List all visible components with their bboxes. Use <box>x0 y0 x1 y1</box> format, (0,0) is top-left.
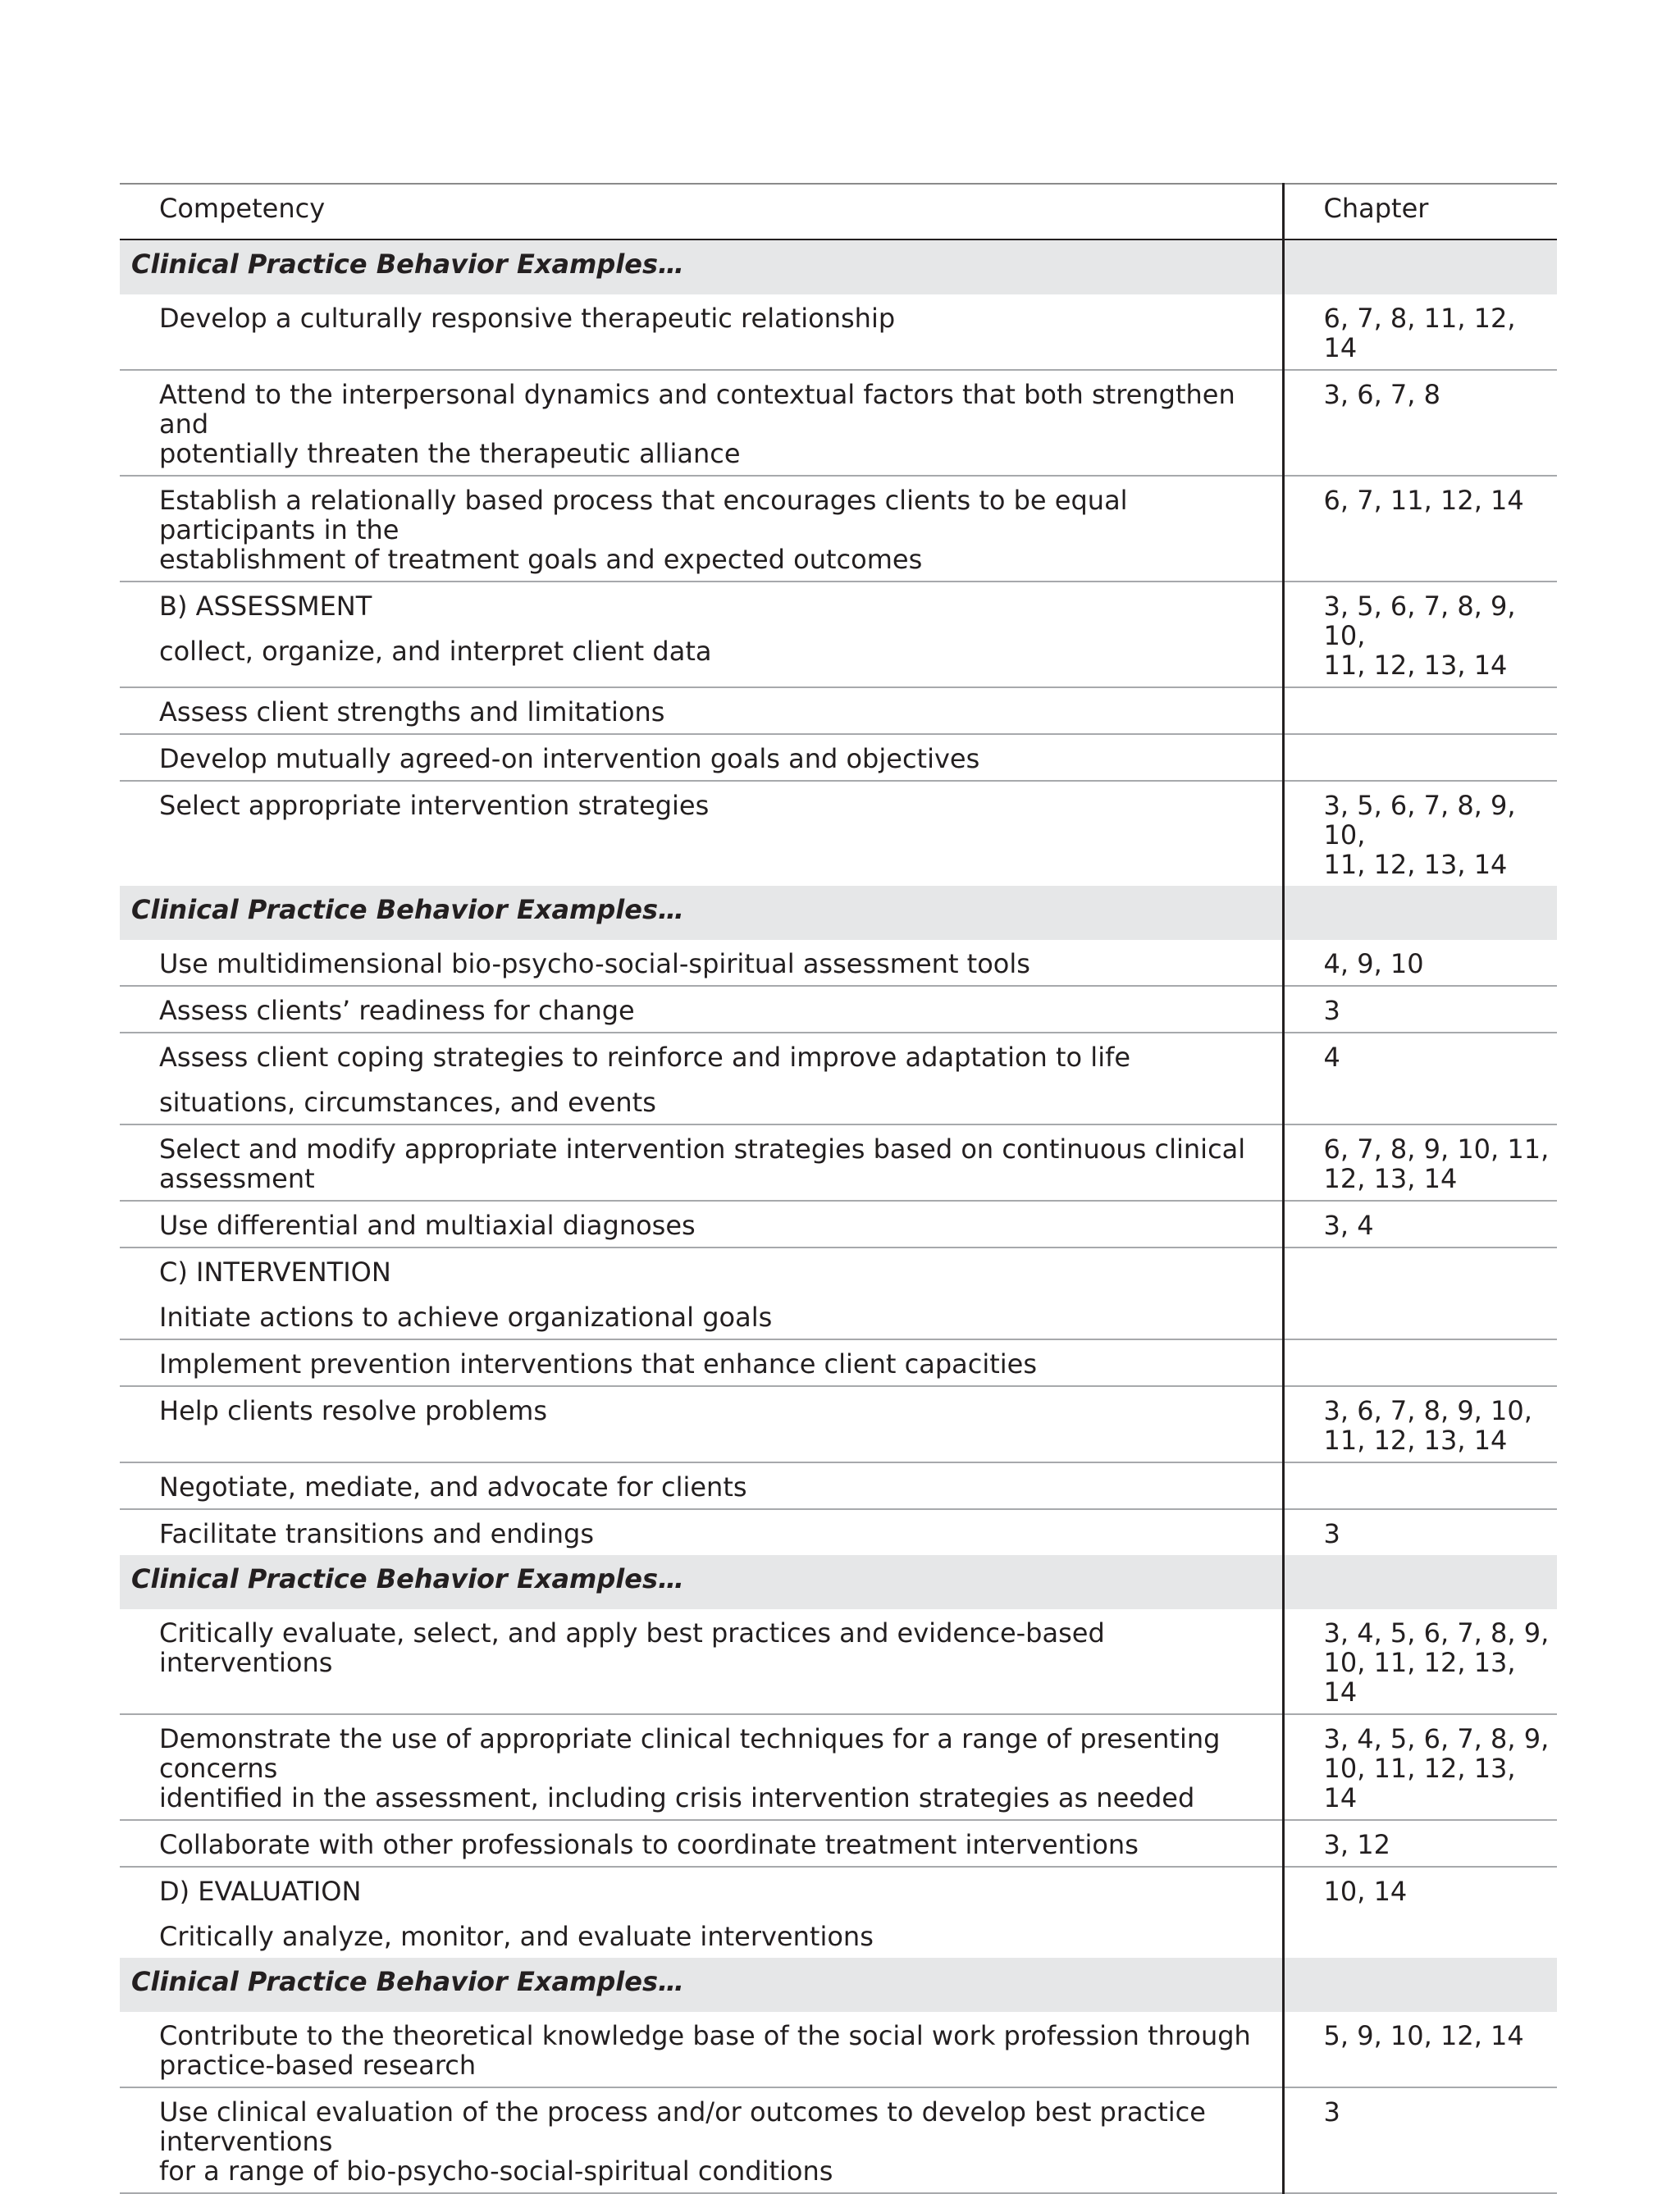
chapter-numbers: 10, 11, 12, 13, 14 <box>1323 1753 1516 1813</box>
chapter-cell <box>1283 1820 1557 1867</box>
chapter-numbers: 3, 5, 6, 7, 8, 9, 10, <box>1323 591 1516 651</box>
chapter-cell <box>1283 940 1557 986</box>
competency-cell <box>120 1033 1283 1124</box>
competency-cell <box>120 940 1283 986</box>
chapter-cell <box>1283 2012 1557 2087</box>
competency-cell <box>120 1820 1283 1867</box>
chapter-cell <box>1283 2087 1557 2193</box>
table-row <box>120 1609 1557 1714</box>
competency-cell <box>120 687 1283 734</box>
table-row <box>120 734 1557 781</box>
competency-text-line: Help clients resolve problems <box>159 1395 548 1426</box>
chapter-numbers: 11, 12, 13, 14 <box>1323 650 1508 681</box>
chapter-numbers: 3, 6, 7, 8 <box>1323 379 1440 410</box>
chapter-numbers: 3, 5, 6, 7, 8, 9, 10, <box>1323 790 1516 851</box>
table-row <box>120 1867 1557 1958</box>
table-row <box>120 1248 1557 1339</box>
competency-cell <box>120 1339 1283 1386</box>
competency-cell <box>120 294 1283 370</box>
chapter-numbers: 3, 4 <box>1323 1210 1374 1241</box>
chapter-cell <box>1283 1339 1557 1386</box>
chapter-numbers: 5, 9, 10, 12, 14 <box>1323 2020 1524 2051</box>
table-row <box>120 1201 1557 1248</box>
competency-text-line: Negotiate, mediate, and advocate for clients <box>159 1471 747 1503</box>
competency-text-line: Critically evaluate, select, and apply best practices and evidence-based interventions <box>159 1617 1105 1678</box>
competency-cell <box>120 1867 1283 1958</box>
chapter-numbers: 4 <box>1323 1042 1340 1073</box>
competency-text-line: Implement prevention interventions that enhance client capacities <box>159 1348 1038 1380</box>
competency-text-line: Use multidimensional bio-psycho-social-spiritual assessment tools <box>159 948 1030 979</box>
competency-text-line: Attend to the interpersonal dynamics and contextual factors that both strengthen and <box>159 379 1235 440</box>
table-row <box>120 476 1557 582</box>
table-row <box>120 1386 1557 1462</box>
chapter-cell <box>1283 1033 1557 1124</box>
chapter-numbers: 10, 14 <box>1323 1876 1408 1907</box>
table-header-row <box>120 184 1557 239</box>
table-row <box>120 1124 1557 1201</box>
chapter-numbers: 3 <box>1323 2096 1340 2128</box>
chapter-cell <box>1283 1462 1557 1509</box>
chapter-numbers: 6, 7, 8, 9, 10, 11, <box>1323 1133 1550 1165</box>
competency-text-line: D) EVALUATION <box>159 1876 362 1907</box>
section-header-row <box>120 239 1557 294</box>
competency-cell <box>120 1714 1283 1820</box>
chapter-numbers: 3 <box>1323 1518 1340 1549</box>
competency-cell <box>120 476 1283 582</box>
section-label: Clinical Practice Behavior Examples… <box>120 886 1283 940</box>
chapter-cell <box>1283 582 1557 687</box>
competency-cell <box>120 986 1283 1033</box>
table-row <box>120 781 1557 886</box>
competency-cell <box>120 1609 1283 1714</box>
section-label: Clinical Practice Behavior Examples… <box>120 1555 1283 1609</box>
chapter-numbers: 3, 12 <box>1323 1829 1390 1860</box>
section-label: Clinical Practice Behavior Examples… <box>120 239 1283 294</box>
competency-cell <box>120 582 1283 687</box>
section-header-row <box>120 1958 1557 2012</box>
section-chapter-cell <box>1283 886 1557 940</box>
competency-text-line: Critically analyze, monitor, and evaluate interventions <box>159 1921 874 1952</box>
table-row <box>120 1509 1557 1555</box>
competency-table <box>120 183 1557 2194</box>
competency-text-line: Assess clients’ readiness for change <box>159 995 635 1026</box>
chapter-cell <box>1283 1609 1557 1714</box>
competency-cell <box>120 1462 1283 1509</box>
table-row <box>120 582 1557 687</box>
chapter-cell <box>1283 1867 1557 1958</box>
chapter-numbers: 3, 6, 7, 8, 9, 10, <box>1323 1395 1532 1426</box>
competency-text-line: Select and modify appropriate intervention strategies based on continuous clinical assessment <box>159 1133 1246 1194</box>
table-row <box>120 2087 1557 2193</box>
chapter-numbers: 6, 7, 8, 11, 12, 14 <box>1323 303 1516 363</box>
competency-cell <box>120 781 1283 886</box>
section-header-row <box>120 886 1557 940</box>
competency-table-container <box>120 183 1557 2194</box>
table-row <box>120 1462 1557 1509</box>
competency-cell <box>120 734 1283 781</box>
competency-cell <box>120 1201 1283 1248</box>
competency-text-line: establishment of treatment goals and expected outcomes <box>159 544 923 575</box>
table-row <box>120 1820 1557 1867</box>
section-chapter-cell <box>1283 1555 1557 1609</box>
competency-cell <box>120 1248 1283 1339</box>
chapter-cell <box>1283 986 1557 1033</box>
competency-text-line: practice-based research <box>159 2050 477 2081</box>
table-row <box>120 986 1557 1033</box>
chapter-column-header: Chapter <box>1283 184 1557 239</box>
competency-cell <box>120 2087 1283 2193</box>
chapter-numbers: 6, 7, 11, 12, 14 <box>1323 485 1524 516</box>
section-chapter-cell <box>1283 239 1557 294</box>
table-row <box>120 2012 1557 2087</box>
competency-text-line: Assess client coping strategies to reinforce and improve adaptation to life <box>159 1042 1131 1073</box>
competency-column-header: Competency <box>120 184 1283 239</box>
chapter-cell <box>1283 1248 1557 1339</box>
competency-text-line: Facilitate transitions and endings <box>159 1518 595 1549</box>
table-row <box>120 687 1557 734</box>
section-label: Clinical Practice Behavior Examples… <box>120 1958 1283 2012</box>
table-body <box>120 239 1557 2193</box>
table-row <box>120 1033 1557 1124</box>
chapter-cell <box>1283 1124 1557 1201</box>
chapter-cell <box>1283 687 1557 734</box>
chapter-cell <box>1283 1509 1557 1555</box>
competency-text-line: identified in the assessment, including crisis intervention strategies as needed <box>159 1782 1195 1813</box>
chapter-cell <box>1283 476 1557 582</box>
competency-text-line: situations, circumstances, and events <box>159 1087 656 1118</box>
chapter-cell <box>1283 1386 1557 1462</box>
chapter-numbers: 3, 4, 5, 6, 7, 8, 9, <box>1323 1617 1550 1649</box>
competency-text-line: Collaborate with other professionals to coordinate treatment interventions <box>159 1829 1139 1860</box>
chapter-numbers: 3 <box>1323 995 1340 1026</box>
competency-text-line: Initiate actions to achieve organizational goals <box>159 1302 773 1333</box>
chapter-cell <box>1283 370 1557 476</box>
table-row <box>120 1339 1557 1386</box>
section-chapter-cell <box>1283 1958 1557 2012</box>
competency-text-line: Develop a culturally responsive therapeutic relationship <box>159 303 896 334</box>
competency-cell <box>120 2012 1283 2087</box>
competency-cell <box>120 1386 1283 1462</box>
table-row <box>120 940 1557 986</box>
competency-text-line: Use differential and multiaxial diagnoses <box>159 1210 696 1241</box>
table-row <box>120 1714 1557 1820</box>
competency-text-line: Establish a relationally based process that encourages clients to be equal participants in the <box>159 485 1128 545</box>
competency-text-line: Contribute to the theoretical knowledge base of the social work profession through <box>159 2020 1251 2051</box>
competency-text-line: for a range of bio-psycho-social-spiritual conditions <box>159 2155 833 2187</box>
chapter-cell <box>1283 734 1557 781</box>
chapter-cell <box>1283 294 1557 370</box>
competency-cell <box>120 1124 1283 1201</box>
section-header-row <box>120 1555 1557 1609</box>
competency-text-line: collect, organize, and interpret client data <box>159 636 712 667</box>
chapter-numbers: 11, 12, 13, 14 <box>1323 849 1508 880</box>
competency-text-line: Use clinical evaluation of the process and/or outcomes to develop best practice interventions <box>159 2096 1206 2157</box>
chapter-cell <box>1283 781 1557 886</box>
competency-text-line: Develop mutually agreed-on intervention goals and objectives <box>159 743 980 774</box>
competency-text-line: Select appropriate intervention strategies <box>159 790 710 821</box>
competency-text-line: C) INTERVENTION <box>159 1257 391 1288</box>
competency-cell <box>120 370 1283 476</box>
chapter-cell <box>1283 1714 1557 1820</box>
chapter-numbers: 10, 11, 12, 13, 14 <box>1323 1647 1516 1708</box>
chapter-numbers: 12, 13, 14 <box>1323 1163 1458 1194</box>
competency-text-line: B) ASSESSMENT <box>159 591 372 622</box>
competency-text-line: Assess client strengths and limitations <box>159 696 665 728</box>
chapter-numbers: 3, 4, 5, 6, 7, 8, 9, <box>1323 1723 1550 1754</box>
chapter-numbers: 4, 9, 10 <box>1323 948 1424 979</box>
table-row <box>120 370 1557 476</box>
chapter-cell <box>1283 1201 1557 1248</box>
table-row <box>120 294 1557 370</box>
chapter-numbers: 11, 12, 13, 14 <box>1323 1425 1508 1456</box>
competency-text-line: potentially threaten the therapeutic alliance <box>159 438 741 469</box>
competency-text-line: Demonstrate the use of appropriate clinical techniques for a range of presenting concerns <box>159 1723 1221 1784</box>
competency-cell <box>120 1509 1283 1555</box>
